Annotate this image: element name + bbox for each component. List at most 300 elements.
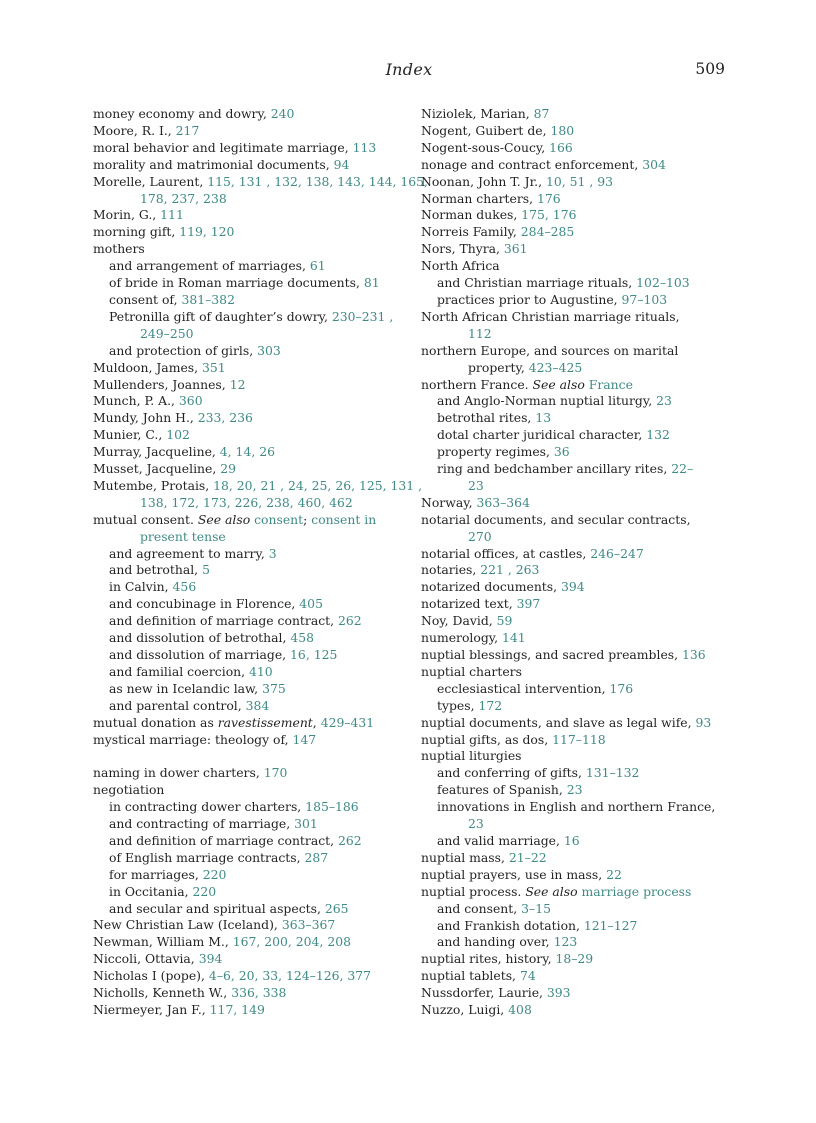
page-reference[interactable]: 397 — [516, 596, 541, 612]
page-reference[interactable]: 94 — [333, 156, 350, 172]
page-reference[interactable]: 166 — [549, 139, 573, 155]
index-subentry — [421, 799, 731, 816]
entry-text: in contracting dower charters, — [109, 799, 306, 815]
index-entry — [421, 495, 731, 512]
entry-text: and valid marriage, — [437, 832, 564, 848]
index-entry — [93, 106, 403, 123]
index-column-right — [421, 106, 731, 1019]
page-reference[interactable]: 233, 236 — [197, 410, 253, 426]
page-reference[interactable]: 123 — [553, 934, 578, 950]
index-entry — [93, 360, 403, 377]
page-reference[interactable]: 74 — [519, 968, 536, 984]
entry-text: and definition of marriage contract, — [109, 613, 339, 629]
page-reference[interactable]: 112 — [468, 325, 492, 341]
page-reference[interactable]: 262 — [338, 613, 362, 629]
index-entry — [421, 309, 731, 326]
entry-text: Norman dukes, — [421, 207, 522, 223]
page-reference[interactable]: 22 — [606, 866, 622, 882]
entry-text: nuptial blessings, and sacred preambles, — [421, 647, 683, 662]
entry-text: money economy and dowry, — [93, 106, 271, 121]
index-entry — [93, 512, 403, 529]
index-entry — [421, 884, 731, 901]
entry-text: Niccoli, Ottavia, — [93, 951, 199, 967]
cross-reference-link[interactable]: France — [588, 376, 633, 392]
page-reference[interactable]: 284–285 — [520, 224, 575, 240]
index-entry — [421, 596, 731, 613]
page-reference[interactable]: 230–231 , — [331, 308, 394, 324]
index-entry — [421, 715, 731, 732]
entry-text: and Frankish dotation, — [437, 917, 584, 933]
index-subentry — [93, 613, 403, 630]
italic-text: See also — [525, 883, 578, 899]
page-reference[interactable]: 117, 149 — [209, 1002, 265, 1018]
page-number: 509 — [695, 60, 725, 78]
entry-text: Nuzzo, Luigi, — [421, 1002, 509, 1018]
entry-text: Mullenders, Joannes, — [93, 376, 230, 392]
index-entry — [421, 207, 731, 224]
index-subentry — [93, 850, 403, 867]
entry-text: notarized text, — [421, 596, 517, 612]
page-reference[interactable]: 423–425 — [528, 359, 583, 375]
entry-text: Norman charters, — [421, 190, 537, 206]
index-entry-continuation — [93, 529, 403, 546]
index-entry — [421, 343, 731, 360]
entry-text: Petronilla gift of daughter’s dowry, — [109, 308, 332, 324]
page-header — [93, 60, 725, 82]
entry-text: ring and bedchamber ancillary rites, — [437, 461, 672, 477]
page-reference[interactable]: 408 — [508, 1002, 532, 1018]
index-entry — [93, 461, 403, 478]
page-reference[interactable]: 23 — [566, 782, 583, 798]
index-entry — [421, 377, 731, 394]
page-reference[interactable]: 13 — [535, 410, 552, 426]
page-reference[interactable]: 185–186 — [305, 799, 359, 815]
index-entry — [93, 765, 403, 782]
index-entry — [93, 782, 403, 799]
index-entry — [421, 191, 731, 208]
index-entry-continuation — [93, 191, 403, 208]
index-entry — [93, 157, 403, 174]
page-reference[interactable]: 22– — [671, 461, 694, 477]
entry-text: and protection of girls, — [109, 342, 258, 358]
entry-text: and agreement to marry, — [109, 545, 269, 561]
entry-text: Morin, G., — [93, 207, 161, 223]
index-entry — [93, 207, 403, 224]
page-reference[interactable]: 121–127 — [583, 917, 638, 933]
entry-text: Nogent-sous-Coucy, — [421, 139, 550, 155]
index-subentry — [421, 393, 731, 410]
index-entry — [93, 410, 403, 427]
page-reference[interactable]: 10, 51 , 93 — [545, 173, 613, 189]
index-subentry — [93, 833, 403, 850]
page-reference[interactable]: 115, 131 , 132, 138, 143, 144, 165, — [207, 173, 428, 189]
page-reference[interactable]: 265 — [324, 900, 349, 916]
index-subentry — [421, 410, 731, 427]
index-entry — [421, 579, 731, 596]
page-reference[interactable]: 4–6, 20, 33, 124–126, 377 — [208, 968, 372, 984]
entry-text: North African Christian marriage rituals, — [421, 308, 680, 324]
page-reference[interactable]: 220 — [202, 866, 227, 882]
page-reference[interactable]: 363–364 — [476, 494, 530, 510]
page-reference[interactable]: 81 — [363, 275, 380, 291]
index-entry — [421, 867, 731, 884]
page-reference[interactable]: 3 — [268, 545, 277, 561]
page-reference[interactable]: 5 — [202, 562, 210, 578]
entry-text: and consent, — [437, 900, 522, 916]
cross-reference-link[interactable]: consent — [254, 511, 304, 527]
entry-text: in Occitania, — [109, 883, 193, 899]
page-reference[interactable]: 97–103 — [621, 291, 668, 307]
entry-text: morality and matrimonial documents, — [93, 156, 334, 172]
index-subentry — [421, 765, 731, 782]
index-column-left — [93, 106, 428, 1019]
index-entry — [93, 1002, 403, 1019]
index-subentry — [93, 901, 403, 918]
entry-text: Niermeyer, Jan F., — [93, 1002, 210, 1018]
entry-text: mutual donation as — [93, 714, 218, 730]
entry-text: mutual consent. — [93, 511, 198, 527]
index-entry — [93, 224, 403, 241]
index-subentry — [93, 630, 403, 647]
entry-text: mothers — [93, 241, 145, 257]
index-entry — [93, 715, 403, 732]
entry-text: types, — [437, 697, 479, 713]
index-subentry — [421, 918, 731, 935]
entry-text: dotal charter juridical character, — [437, 427, 647, 443]
entry-text: Mutembe, Protais, — [93, 477, 214, 493]
page-reference[interactable]: 384 — [245, 697, 270, 713]
page-reference[interactable]: 361 — [503, 241, 528, 257]
entry-text: Moore, R. I., — [93, 122, 176, 138]
index-entry — [421, 546, 731, 563]
page-reference[interactable]: 360 — [178, 393, 203, 409]
index-subentry — [93, 546, 403, 563]
entry-text: Musset, Jacqueline, — [93, 461, 221, 477]
index-subentry — [93, 258, 403, 275]
index-entry — [421, 123, 731, 140]
page-reference[interactable]: 176 — [609, 680, 634, 696]
page-reference[interactable]: 456 — [172, 579, 197, 595]
index-entry — [421, 562, 731, 579]
index-subentry — [93, 647, 403, 664]
entry-text: mystical marriage: theology of, — [93, 731, 293, 747]
index-entry — [421, 241, 731, 258]
page-reference[interactable]: 61 — [309, 258, 326, 274]
page-reference[interactable]: 301 — [294, 816, 318, 832]
entry-text: notarial documents, and secular contracts, — [421, 511, 691, 527]
entry-text: nuptial prayers, use in mass, — [421, 866, 607, 882]
index-entry — [421, 985, 731, 1002]
entry-text: Norreis Family, — [421, 224, 521, 240]
entry-text: nuptial charters — [421, 663, 522, 679]
index-entry — [421, 512, 731, 529]
entry-text: northern France. — [421, 376, 533, 392]
index-subentry — [93, 681, 403, 698]
index-subentry — [421, 292, 731, 309]
page-reference[interactable]: 240 — [270, 106, 295, 121]
entry-text: Mundy, John H., — [93, 410, 198, 426]
entry-text: , — [312, 714, 321, 730]
index-entry — [421, 258, 731, 275]
entry-text: Munier, C., — [93, 427, 167, 443]
page-reference[interactable]: 287 — [304, 849, 329, 865]
page-reference[interactable]: 18, 20, 21 , 24, 25, 26, 125, 131 , — [213, 477, 423, 493]
entry-text: and Anglo-Norman nuptial liturgy, — [437, 393, 657, 409]
page-reference[interactable]: 147 — [292, 731, 317, 747]
index-subentry — [421, 833, 731, 850]
entry-text: in Calvin, — [109, 579, 173, 595]
italic-text: See also — [197, 511, 251, 527]
entry-text: and familial coercion, — [109, 663, 250, 679]
index-subentry — [93, 867, 403, 884]
page-reference[interactable]: 363–367 — [281, 917, 336, 933]
index-entry — [93, 985, 403, 1002]
entry-text: and handing over, — [437, 934, 554, 950]
page-reference[interactable]: 170 — [263, 765, 288, 781]
page-reference[interactable]: 303 — [257, 342, 281, 358]
index-entry — [421, 1002, 731, 1019]
index-subentry — [93, 698, 403, 715]
entry-text: Nicholls, Kenneth W., — [93, 985, 232, 1001]
index-entry — [93, 241, 403, 258]
page-reference[interactable]: 113 — [352, 139, 377, 155]
page-reference[interactable]: 172 — [478, 697, 503, 713]
entry-text: ; — [303, 511, 312, 527]
entry-text: and dissolution of marriage, — [109, 647, 291, 662]
entry-text: and betrothal, — [109, 562, 203, 578]
index-subentry — [93, 309, 403, 326]
page-reference[interactable]: 16, 125 — [290, 647, 338, 662]
index-entry — [93, 377, 403, 394]
page-reference[interactable]: 93 — [695, 714, 712, 730]
entry-text: and conferring of gifts, — [437, 765, 586, 781]
page-reference[interactable]: 21–22 — [508, 849, 547, 865]
page-reference[interactable]: 131–132 — [585, 765, 640, 781]
index-entry-continuation — [421, 478, 731, 495]
page-reference[interactable]: 167, 200, 204, 208 — [232, 934, 351, 950]
index-entry — [93, 917, 403, 934]
entry-text: Murray, Jacqueline, — [93, 444, 220, 460]
page-reference[interactable]: 132 — [646, 427, 670, 443]
cross-reference-link[interactable]: marriage process — [581, 883, 692, 899]
page-reference[interactable]: 102–103 — [636, 275, 690, 291]
page-reference[interactable]: 119, 120 — [179, 224, 235, 240]
page-reference[interactable]: 375 — [262, 680, 286, 696]
entry-text: as new in Icelandic law, — [109, 680, 263, 696]
page-reference[interactable]: 36 — [553, 444, 570, 460]
index-subentry — [93, 596, 403, 613]
index-subentry — [93, 579, 403, 596]
entry-text: of English marriage contracts, — [109, 849, 305, 865]
index-subentry — [421, 681, 731, 698]
page-reference[interactable]: 178, 237, 238 — [140, 190, 227, 206]
page-reference[interactable]: 3–15 — [521, 900, 552, 916]
entry-text: New Christian Law (Iceland), — [93, 917, 282, 933]
index-subentry — [421, 275, 731, 292]
page-reference[interactable]: 410 — [249, 663, 273, 679]
page-reference[interactable]: 394 — [198, 951, 223, 967]
index-entry — [421, 174, 731, 191]
entry-text: Muldoon, James, — [93, 359, 203, 375]
page-reference[interactable]: 18–29 — [555, 951, 594, 967]
index-subentry — [93, 664, 403, 681]
page-title: Index — [385, 60, 433, 79]
page-reference[interactable]: 176 — [536, 190, 561, 206]
entry-text: and Christian marriage rituals, — [437, 275, 637, 291]
page-reference[interactable]: 393 — [546, 985, 571, 1001]
page-reference[interactable]: 458 — [290, 630, 315, 646]
entry-text: consent of, — [109, 291, 182, 307]
entry-text: nuptial tablets, — [421, 968, 520, 984]
entry-text: Nicholas I (pope), — [93, 968, 209, 984]
entry-text: and definition of marriage contract, — [109, 832, 339, 848]
page-reference[interactable]: 429–431 — [320, 714, 375, 730]
index-subentry — [93, 562, 403, 579]
entry-text: of bride in Roman marriage documents, — [109, 275, 364, 291]
entry-text: North Africa — [421, 258, 500, 274]
entry-text: Newman, William M., — [93, 934, 233, 950]
entry-text: nonage and contract enforcement, — [421, 156, 643, 172]
index-subentry — [93, 799, 403, 816]
index-subentry — [93, 884, 403, 901]
index-entry-continuation — [93, 326, 403, 343]
entry-text: features of Spanish, — [437, 782, 567, 798]
index-subentry — [421, 444, 731, 461]
entry-text: and arrangement of marriages, — [109, 258, 310, 274]
entry-text: Nors, Thyra, — [421, 241, 504, 257]
page-reference[interactable]: 246–247 — [590, 545, 644, 561]
index-entry-continuation — [93, 495, 403, 512]
entry-text: negotiation — [93, 782, 165, 798]
cross-reference-link[interactable]: present tense — [140, 528, 226, 544]
index-entry-continuation — [421, 816, 731, 833]
page-reference[interactable]: 351 — [202, 359, 226, 375]
page-reference[interactable]: 270 — [468, 528, 492, 544]
index-subentry — [93, 816, 403, 833]
entry-text: naming in dower charters, — [93, 765, 264, 781]
index-entry — [93, 732, 403, 749]
page-reference[interactable]: 217 — [175, 122, 200, 138]
page-reference[interactable]: 336, 338 — [231, 985, 287, 1001]
page-reference[interactable]: 394 — [561, 579, 585, 595]
page-reference[interactable]: 12 — [229, 376, 246, 392]
entry-text: and dissolution of betrothal, — [109, 630, 291, 646]
index-entry — [421, 732, 731, 749]
entry-text: and concubinage in Florence, — [109, 596, 300, 612]
index-entry — [93, 444, 403, 461]
page-reference[interactable]: 180 — [550, 122, 575, 138]
entry-text: numerology, — [421, 630, 503, 646]
entry-text: notaries, — [421, 562, 481, 578]
entry-text: nuptial gifts, as dos, — [421, 731, 553, 747]
page-reference[interactable]: 141 — [502, 630, 526, 646]
italic-text: ravestissement — [217, 714, 313, 730]
index-entry — [93, 934, 403, 951]
index-entry — [93, 140, 403, 157]
entry-text: morning gift, — [93, 224, 180, 240]
cross-reference-link[interactable]: consent in — [311, 511, 377, 527]
index-entry-continuation — [421, 326, 731, 343]
page-reference[interactable]: 23 — [468, 477, 484, 493]
page-reference[interactable]: 29 — [220, 461, 237, 477]
index-entry — [421, 748, 731, 765]
page-reference[interactable]: 381–382 — [181, 291, 235, 307]
entry-text: Noy, David, — [421, 613, 497, 629]
section-gap — [93, 748, 403, 765]
index-subentry — [421, 427, 731, 444]
page-reference[interactable]: 136 — [682, 647, 706, 662]
page-reference[interactable]: 304 — [642, 156, 666, 172]
entry-text: and parental control, — [109, 697, 246, 713]
page-reference[interactable]: 221 , 263 — [480, 562, 540, 578]
index-entry — [421, 106, 731, 123]
index-entry — [421, 968, 731, 985]
index-entry — [93, 393, 403, 410]
index-subentry — [421, 698, 731, 715]
entry-text: moral behavior and legitimate marriage, — [93, 139, 353, 155]
page-reference[interactable]: 405 — [299, 596, 323, 612]
page-reference[interactable]: 117–118 — [552, 731, 606, 747]
page-reference[interactable]: 175, 176 — [521, 207, 577, 223]
page-reference[interactable]: 262 — [338, 832, 362, 848]
entry-text: Nussdorfer, Laurie, — [421, 985, 547, 1001]
index-entry — [93, 123, 403, 140]
entry-text: practices prior to Augustine, — [437, 291, 622, 307]
entry-text: Munch, P. A., — [93, 393, 179, 409]
index-subentry — [93, 343, 403, 360]
page-reference[interactable]: 111 — [160, 207, 184, 223]
entry-text: nuptial mass, — [421, 849, 509, 865]
index-subentry — [421, 782, 731, 799]
page-reference[interactable]: 102 — [166, 427, 190, 443]
index-subentry — [421, 461, 731, 478]
entry-text: and secular and spiritual aspects, — [109, 900, 325, 916]
entry-text: nuptial process. — [421, 883, 526, 899]
entry-text: Nogent, Guibert de, — [421, 122, 551, 138]
page-reference[interactable]: 4, 14, 26 — [219, 444, 275, 460]
index-entry-continuation — [421, 360, 731, 377]
index-subentry — [421, 934, 731, 951]
page-reference[interactable]: 23 — [468, 816, 484, 832]
index-entry — [421, 647, 731, 664]
page-reference[interactable]: 23 — [656, 393, 672, 409]
entry-text: ecclesiastical intervention, — [437, 680, 610, 696]
entry-text: property, — [468, 359, 529, 375]
index-entry — [421, 613, 731, 630]
index-subentry — [93, 292, 403, 309]
entry-text: nuptial documents, and slave as legal wife, — [421, 714, 696, 730]
page-reference[interactable]: 16 — [563, 832, 580, 848]
page-reference[interactable]: 138, 172, 173, 226, 238, 460, 462 — [140, 494, 353, 510]
index-entry — [421, 224, 731, 241]
entry-text: nuptial rites, history, — [421, 951, 556, 967]
entry-text: betrothal rites, — [437, 410, 536, 426]
italic-text: See also — [532, 376, 585, 392]
index-entry — [421, 630, 731, 647]
page-reference[interactable]: 249–250 — [140, 325, 194, 341]
page-reference[interactable]: 87 — [533, 106, 550, 121]
page-reference[interactable]: 59 — [496, 613, 513, 629]
entry-text: and contracting of marriage, — [109, 816, 295, 832]
entry-text: notarial offices, at castles, — [421, 545, 591, 561]
entry-text: Norway, — [421, 494, 477, 510]
index-entry — [421, 157, 731, 174]
entry-text: innovations in English and northern France, — [437, 799, 716, 815]
index-entry — [421, 664, 731, 681]
page-reference[interactable]: 220 — [192, 883, 217, 899]
index-entry — [93, 173, 428, 191]
entry-text: Noonan, John T. Jr., — [421, 173, 546, 189]
